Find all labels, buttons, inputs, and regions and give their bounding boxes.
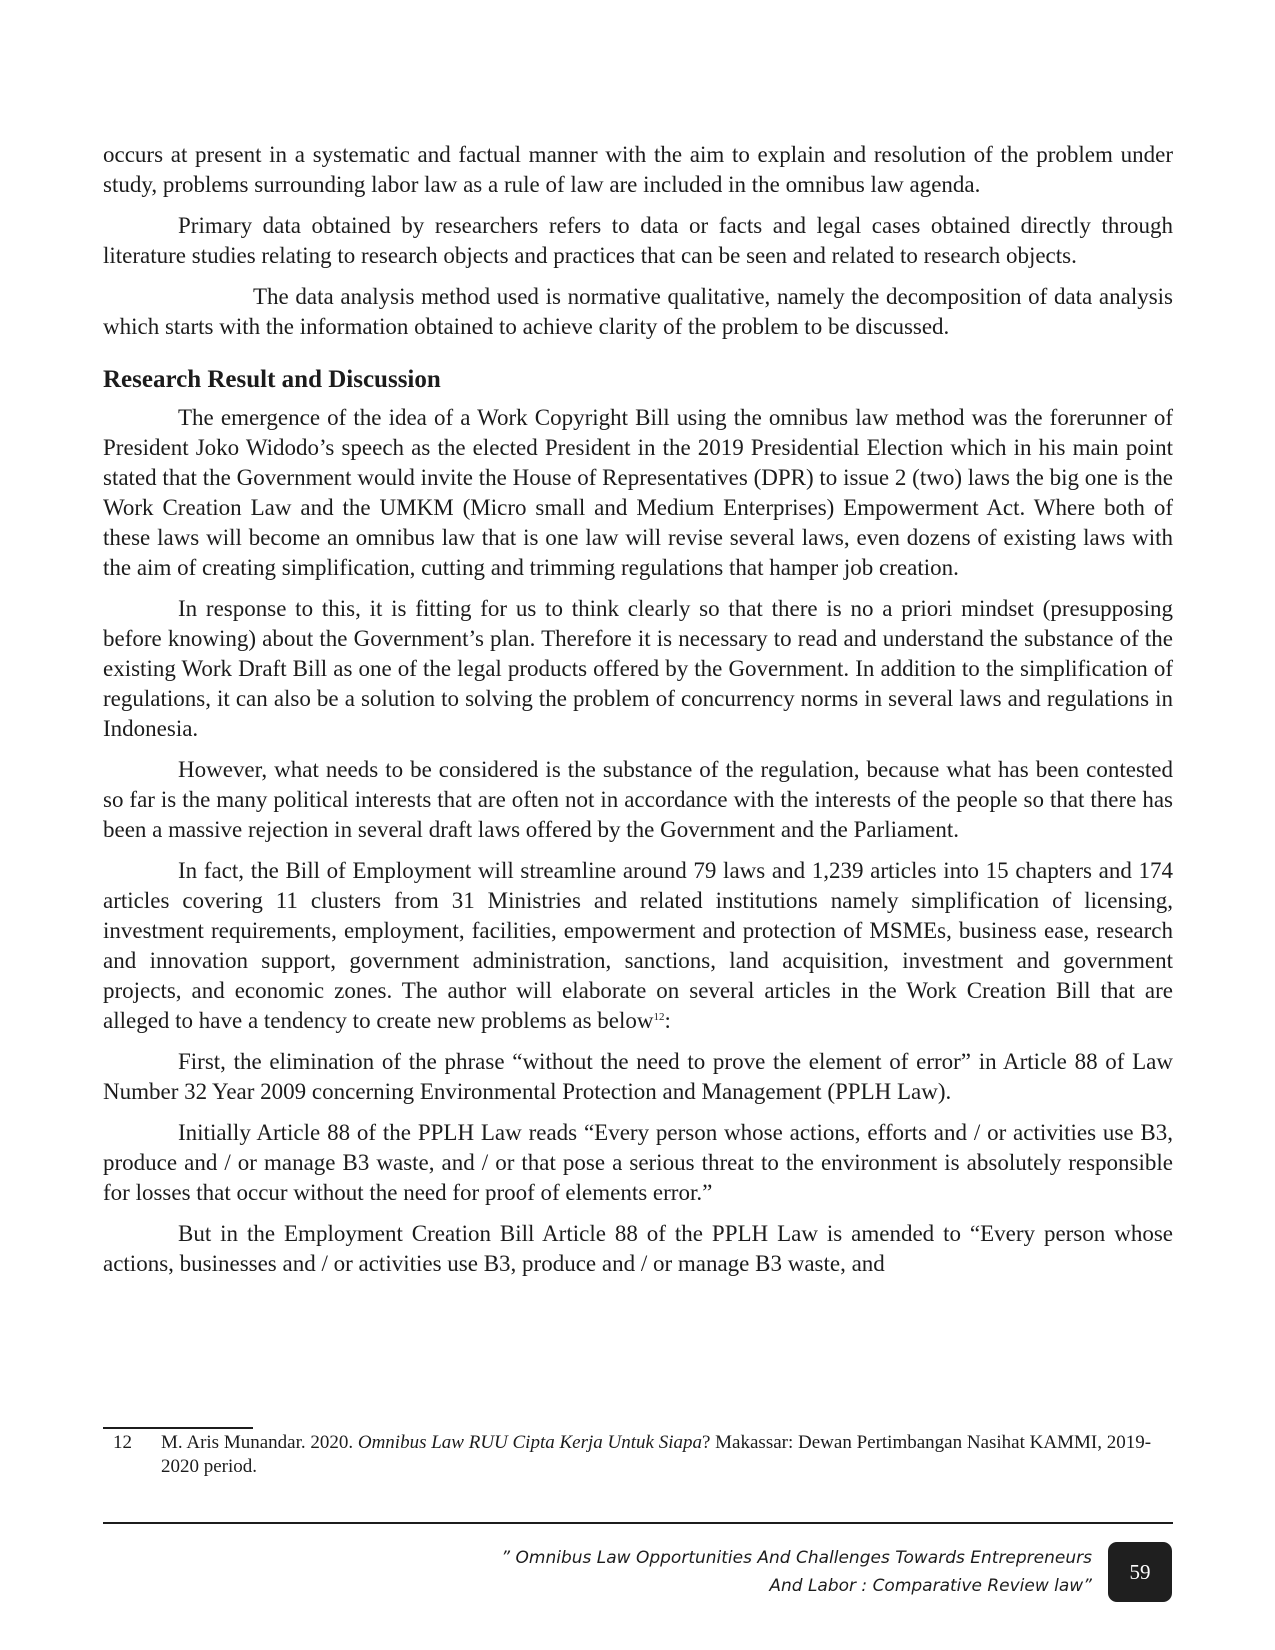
running-footer (501, 1544, 1092, 1600)
paragraph-text: In fact, the Bill of Employment will streamline around 79 laws and 1,239 articles into 15 chapters and 174 articles covering 11 clusters from 31 Ministries and related institutions namely simplification of licensing, investment requirements, employment, facilities, empowerment and protection of MSMEs, business ease, research and innovation support, government administration, sanctions, land acquisition, investment and government projects, and economic zones. The author will elaborate on several articles in the Work Creation Bill that are alleged to have a tendency to create new problems as below (103, 858, 1173, 1033)
paragraph: Initially Article 88 of the PPLH Law reads “Every person whose actions, efforts and / or activities use B3, produce and / or manage B3 waste, and / or that pose a serious threat to the environment is absolutely responsible for losses that occur without the need for proof of elements error.” (103, 1120, 1173, 1205)
paragraph: First, the elimination of the phrase “without the need to prove the element of error” in Article 88 of Law Number 32 Year 2009 concerning Environmental Protection and Management (PPLH Law). (103, 1049, 1173, 1104)
paragraph: Primary data obtained by researchers refers to data or facts and legal cases obtained directly through literature studies relating to research objects and practices that can be seen and related to research objects. (103, 213, 1173, 268)
footer-line-1: ” Omnibus Law Opportunities And Challenges Towards Entrepreneurs (501, 1548, 1092, 1568)
footnote-reference[interactable]: 12 (653, 1011, 665, 1023)
main-text (103, 140, 1173, 1290)
footnote-citation-rest: ? Makassar: Dewan Pertimbangan Nasihat KAMMI, 2019-2020 period. (161, 1432, 1152, 1477)
footnote-book-title: Omnibus Law RUU Cipta Kerja Untuk Siapa (357, 1432, 702, 1453)
footnote (103, 1431, 1173, 1479)
footnote-number: 12 (113, 1432, 132, 1453)
paragraph: In response to this, it is fitting for us to think clearly so that there is no a priori mindset (presupposing before knowing) about the Government’s plan. Therefore it is necessary to read and understand the substance of the existing Work Draft Bill as one of the legal products offered by the Government. In addition to the simplification of regulations, it can also be a solution to solving the problem of concurrency norms in several laws and regulations in Indonesia. (103, 596, 1173, 741)
footer-divider (103, 1522, 1173, 1524)
paragraph-punctuation: : (664, 1008, 671, 1033)
paragraph: However, what needs to be considered is the substance of the regulation, because what has been contested so far is the many political interests that are often not in accordance with the interests of the people so that there has been a massive rejection in several draft laws offered by the Government and the Parliament. (103, 757, 1173, 842)
paragraph: The data analysis method used is normative qualitative, namely the decomposition of data analysis which starts with the information obtained to achieve clarity of the problem to be discussed. (103, 284, 1173, 339)
paragraph: But in the Employment Creation Bill Article 88 of the PPLH Law is amended to “Every person whose actions, businesses and / or activities use B3, produce and / or manage B3 waste, and (103, 1221, 1173, 1276)
footnote-citation: M. Aris Munandar. 2020. (161, 1432, 358, 1453)
page-number: 59 (1108, 1542, 1172, 1602)
footer-line-2: And Labor : Comparative Review law” (769, 1576, 1092, 1596)
paragraph (103, 856, 1173, 1036)
footnote-divider (103, 1427, 253, 1429)
paragraph: The emergence of the idea of a Work Copyright Bill using the omnibus law method was the forerunner of President Joko Widodo’s speech as the elected President in the 2019 Presidential Election which in his main point stated that the Government would invite the House of Representatives (DPR) to issue 2 (two) laws the big one is the Work Creation Law and the UMKM (Micro small and Medium Enterprises) Empowerment Act. Where both of these laws will become an omnibus law that is one law will revise several laws, even dozens of existing laws with the aim of creating simplification, cutting and trimming regulations that hamper job creation. (103, 405, 1173, 580)
footnote-text (161, 1431, 1173, 1479)
paragraph: occurs at present in a systematic and factual manner with the aim to explain and resolution of the problem under study, problems surrounding labor law as a rule of law are included in the omnibus law agenda. (103, 142, 1173, 197)
section-heading: Research Result and Discussion (103, 366, 441, 393)
